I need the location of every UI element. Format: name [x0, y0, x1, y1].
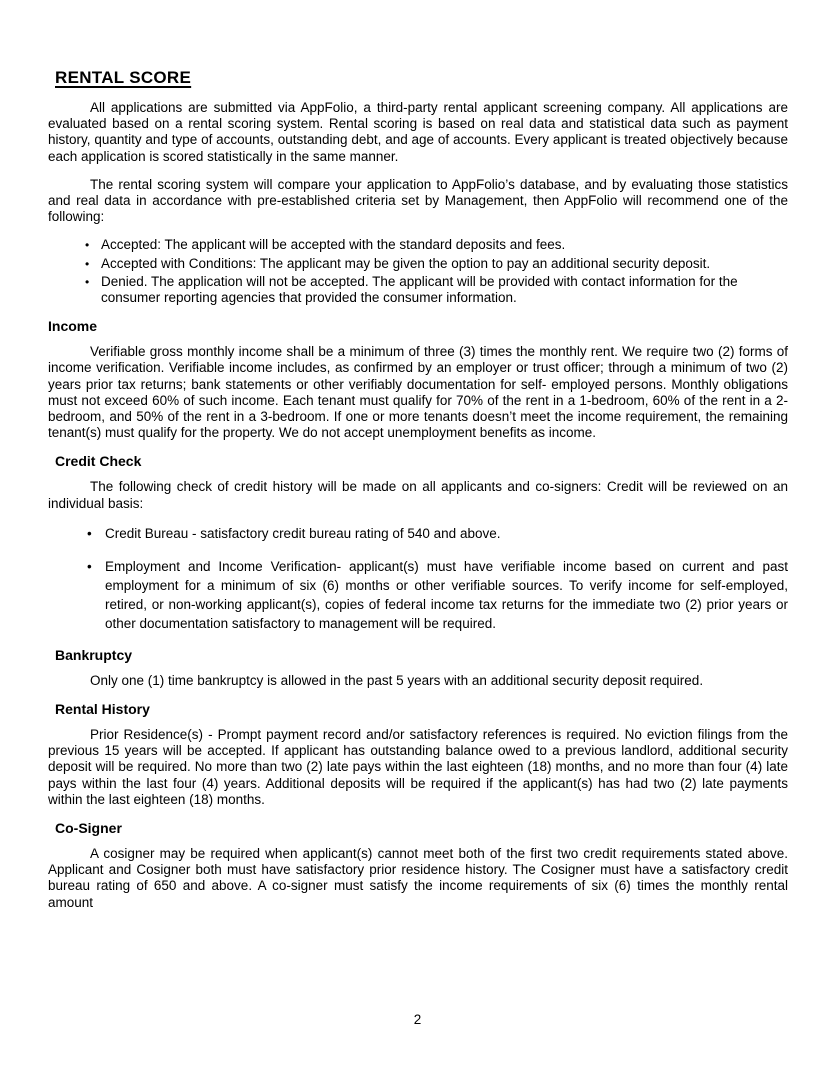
section-heading-rental-history: Rental History [55, 701, 150, 718]
credit-check-item-employment-verification: • Employment and Income Verification- applicant(s) must have verifiable income based on current and past employment for a minimum of six (6) months or other verifiable sources. To verify income for self-employed, retired, or non-working applicant(s), copies of federal income tax returns for the immediate two (2) prior years or other documentation satisfactory to management will be required. [87, 557, 788, 633]
section-heading-income: Income [48, 318, 98, 335]
income-paragraph: Verifiable gross monthly income shall be a minimum of three (3) times the monthly rent. We require two (2) forms of income verification. Verifiable income includes, as confirmed by an employer or trust officer; through a minimum of two (2) years prior tax returns; bank statements or other verifiably documentation for self- employed persons. Monthly obligations must not exceed 60% of such income. Each tenant must qualify for 70% of the rent in a 1-bedroom, 60% of the rent in a 2-bedroom, and 50% of the rent in a 3-bedroom. If one or more tenants doesn’t meet the income requirement, the remaining tenant(s) must qualify for the property. We do not accept unemployment benefits as income. [48, 344, 788, 441]
recommendation-item-denied: • Denied. The application will not be accepted. The applicant will be provided with contact information for the consumer reporting agencies that provided the consumer information. [85, 274, 788, 306]
intro-paragraph-2: The rental scoring system will compare your application to AppFolio’s database, and by evaluating those statistics and real data in accordance with pre-established criteria set by Management, then AppFolio will recommend one of the following: [48, 176, 788, 225]
intro-paragraph-1: All applications are submitted via AppFolio, a third-party rental applicant screening company. All applications are evaluated based on a rental scoring system. Rental scoring is based on real data and statistical data such as payment history, quantity and type of accounts, outstanding debt, and age of accounts. Every applicant is treated objectively because each application is scored statistically in the same manner. [48, 100, 788, 164]
co-signer-paragraph: A cosigner may be required when applicant(s) cannot meet both of the first two credit requirements stated above. Applicant and Cosigner both must have satisfactory prior residence history. The Cosigner must have a satisfactory credit bureau rating of 650 and above. A co-signer must satisfy the income requirements of six (6) times the monthly rental amount [48, 846, 788, 910]
credit-check-item-credit-bureau: • Credit Bureau - satisfactory credit bureau rating of 540 and above. [87, 524, 788, 543]
rental-history-paragraph: Prior Residence(s) - Prompt payment record and/or satisfactory references is required. No eviction filings from the previous 15 years will be accepted. If applicant has outstanding balance owed to a previous landlord, additional security deposit will be required. No more than two (2) late pays within the last eighteen (18) months, and no more than four (4) late pays within the last four (4) years. Additional deposits will be required if the applicant(s) has had two (2) late payments within the last eighteen (18) months. [48, 727, 788, 807]
recommendation-item-accepted: • Accepted: The applicant will be accepted with the standard deposits and fees. [85, 237, 788, 253]
page-title: RENTAL SCORE [55, 68, 192, 87]
bankruptcy-paragraph: Only one (1) time bankruptcy is allowed in the past 5 years with an additional security deposit required. [90, 672, 704, 688]
page-number: 2 [413, 1012, 422, 1027]
section-heading-co-signer: Co-Signer [55, 820, 122, 837]
credit-check-list [48, 524, 788, 633]
section-heading-credit-check: Credit Check [55, 453, 142, 470]
recommendation-item-accepted-with-conditions: • Accepted with Conditions: The applicant may be given the option to pay an additional security deposit. [85, 256, 788, 272]
section-heading-bankruptcy: Bankruptcy [55, 646, 133, 663]
credit-check-paragraph: The following check of credit history will be made on all applicants and co-signers: Credit will be reviewed on an individual basis: [48, 479, 788, 511]
recommendation-list [48, 237, 788, 306]
